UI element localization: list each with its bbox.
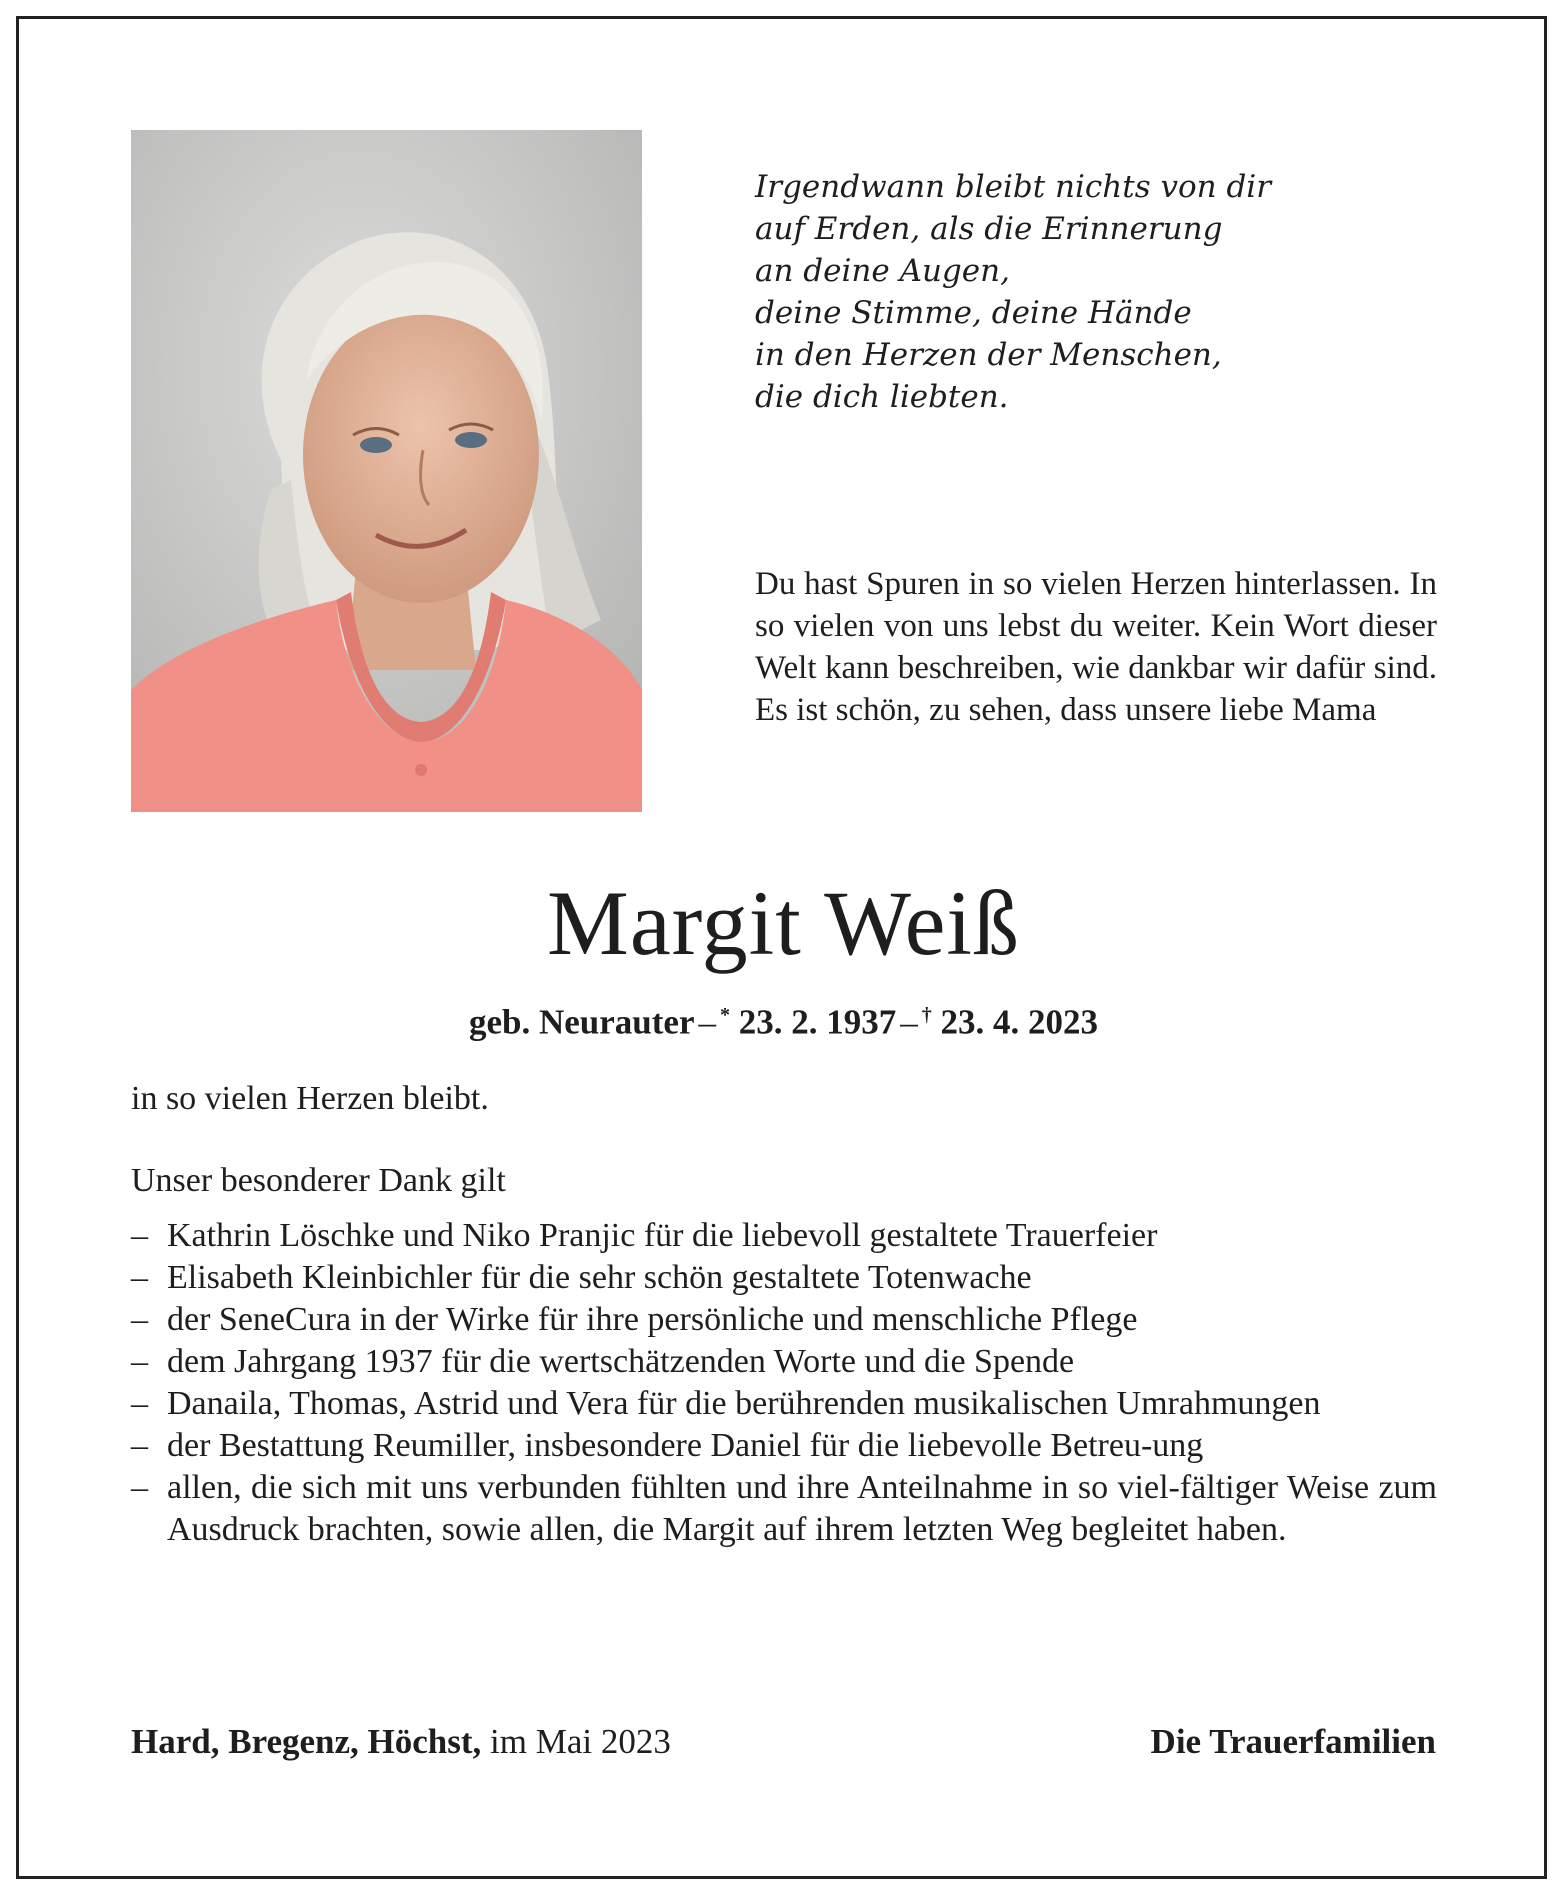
thanks-heading: Unser besonderer Dank gilt <box>131 1162 506 1199</box>
poem-line: Irgendwann bleibt nichts von dir <box>755 169 1272 205</box>
poem-line: die dich liebten. <box>755 379 1009 415</box>
death-symbol: † <box>921 1004 932 1026</box>
poem-line: deine Stimme, deine Hände <box>755 295 1192 331</box>
thanks-item: – Kathrin Löschke und Niko Pranjic für die liebevoll gestaltete Trauerfeier <box>131 1215 1437 1257</box>
poem <box>755 166 1315 418</box>
poem-line: auf Erden, als die Erinnerung <box>755 211 1223 247</box>
thanks-item: – dem Jahrgang 1937 für die wertschätzenden Worte und die Spende <box>131 1341 1437 1383</box>
thanks-list <box>131 1215 1437 1551</box>
footer-places: Hard, Bregenz, Höchst, <box>131 1722 482 1761</box>
birth-date: 23. 2. 1937 <box>738 1002 897 1042</box>
dash-separator: – <box>698 1002 716 1042</box>
dash-separator: – <box>900 1002 918 1042</box>
thanks-item: – der Bestattung Reumiller, insbesondere Daniel für die liebevolle Betreu-ung <box>131 1425 1437 1467</box>
poem-line: in den Herzen der Menschen, <box>755 337 1222 373</box>
birth-symbol: * <box>720 1004 730 1026</box>
footer-signature: Die Trauerfamilien <box>1150 1722 1436 1761</box>
thanks-item: – allen, die sich mit uns verbunden fühlten und ihre Anteilnahme in so viel-fältiger Weise zum Ausdruck brachten, sowie allen, die Margit auf ihrem letzten Weg begleitet haben. <box>131 1467 1437 1551</box>
life-dates <box>0 993 1567 1045</box>
footer-date: im Mai 2023 <box>490 1722 671 1761</box>
portrait-illustration <box>131 130 642 812</box>
death-date: 23. 4. 2023 <box>940 1002 1098 1042</box>
thanks-item: – Danaila, Thomas, Astrid und Vera für die berührenden musikalischen Umrahmungen <box>131 1383 1437 1425</box>
thanks-item: – der SeneCura in der Wirke für ihre persönliche und menschliche Pflege <box>131 1299 1437 1341</box>
deceased-name: Margit Weiß <box>547 872 1020 974</box>
intro-paragraph: Du hast Spuren in so vielen Herzen hinterlassen. In so vielen von uns lebst du weiter. Kein Wort dieser Welt kann beschreiben, wie dankbar wir dafür sind. Es ist schön, zu sehen, dass unsere liebe Mama <box>755 566 1437 728</box>
birth-name: geb. Neurauter <box>468 1002 695 1042</box>
continuation-text: in so vielen Herzen bleibt. <box>131 1080 489 1117</box>
thanks-item: – Elisabeth Kleinbichler für die sehr schön gestaltete Totenwache <box>131 1257 1437 1299</box>
portrait-photo <box>131 130 642 812</box>
footer-location <box>131 1720 671 1764</box>
poem-line: an deine Augen, <box>755 253 1010 289</box>
